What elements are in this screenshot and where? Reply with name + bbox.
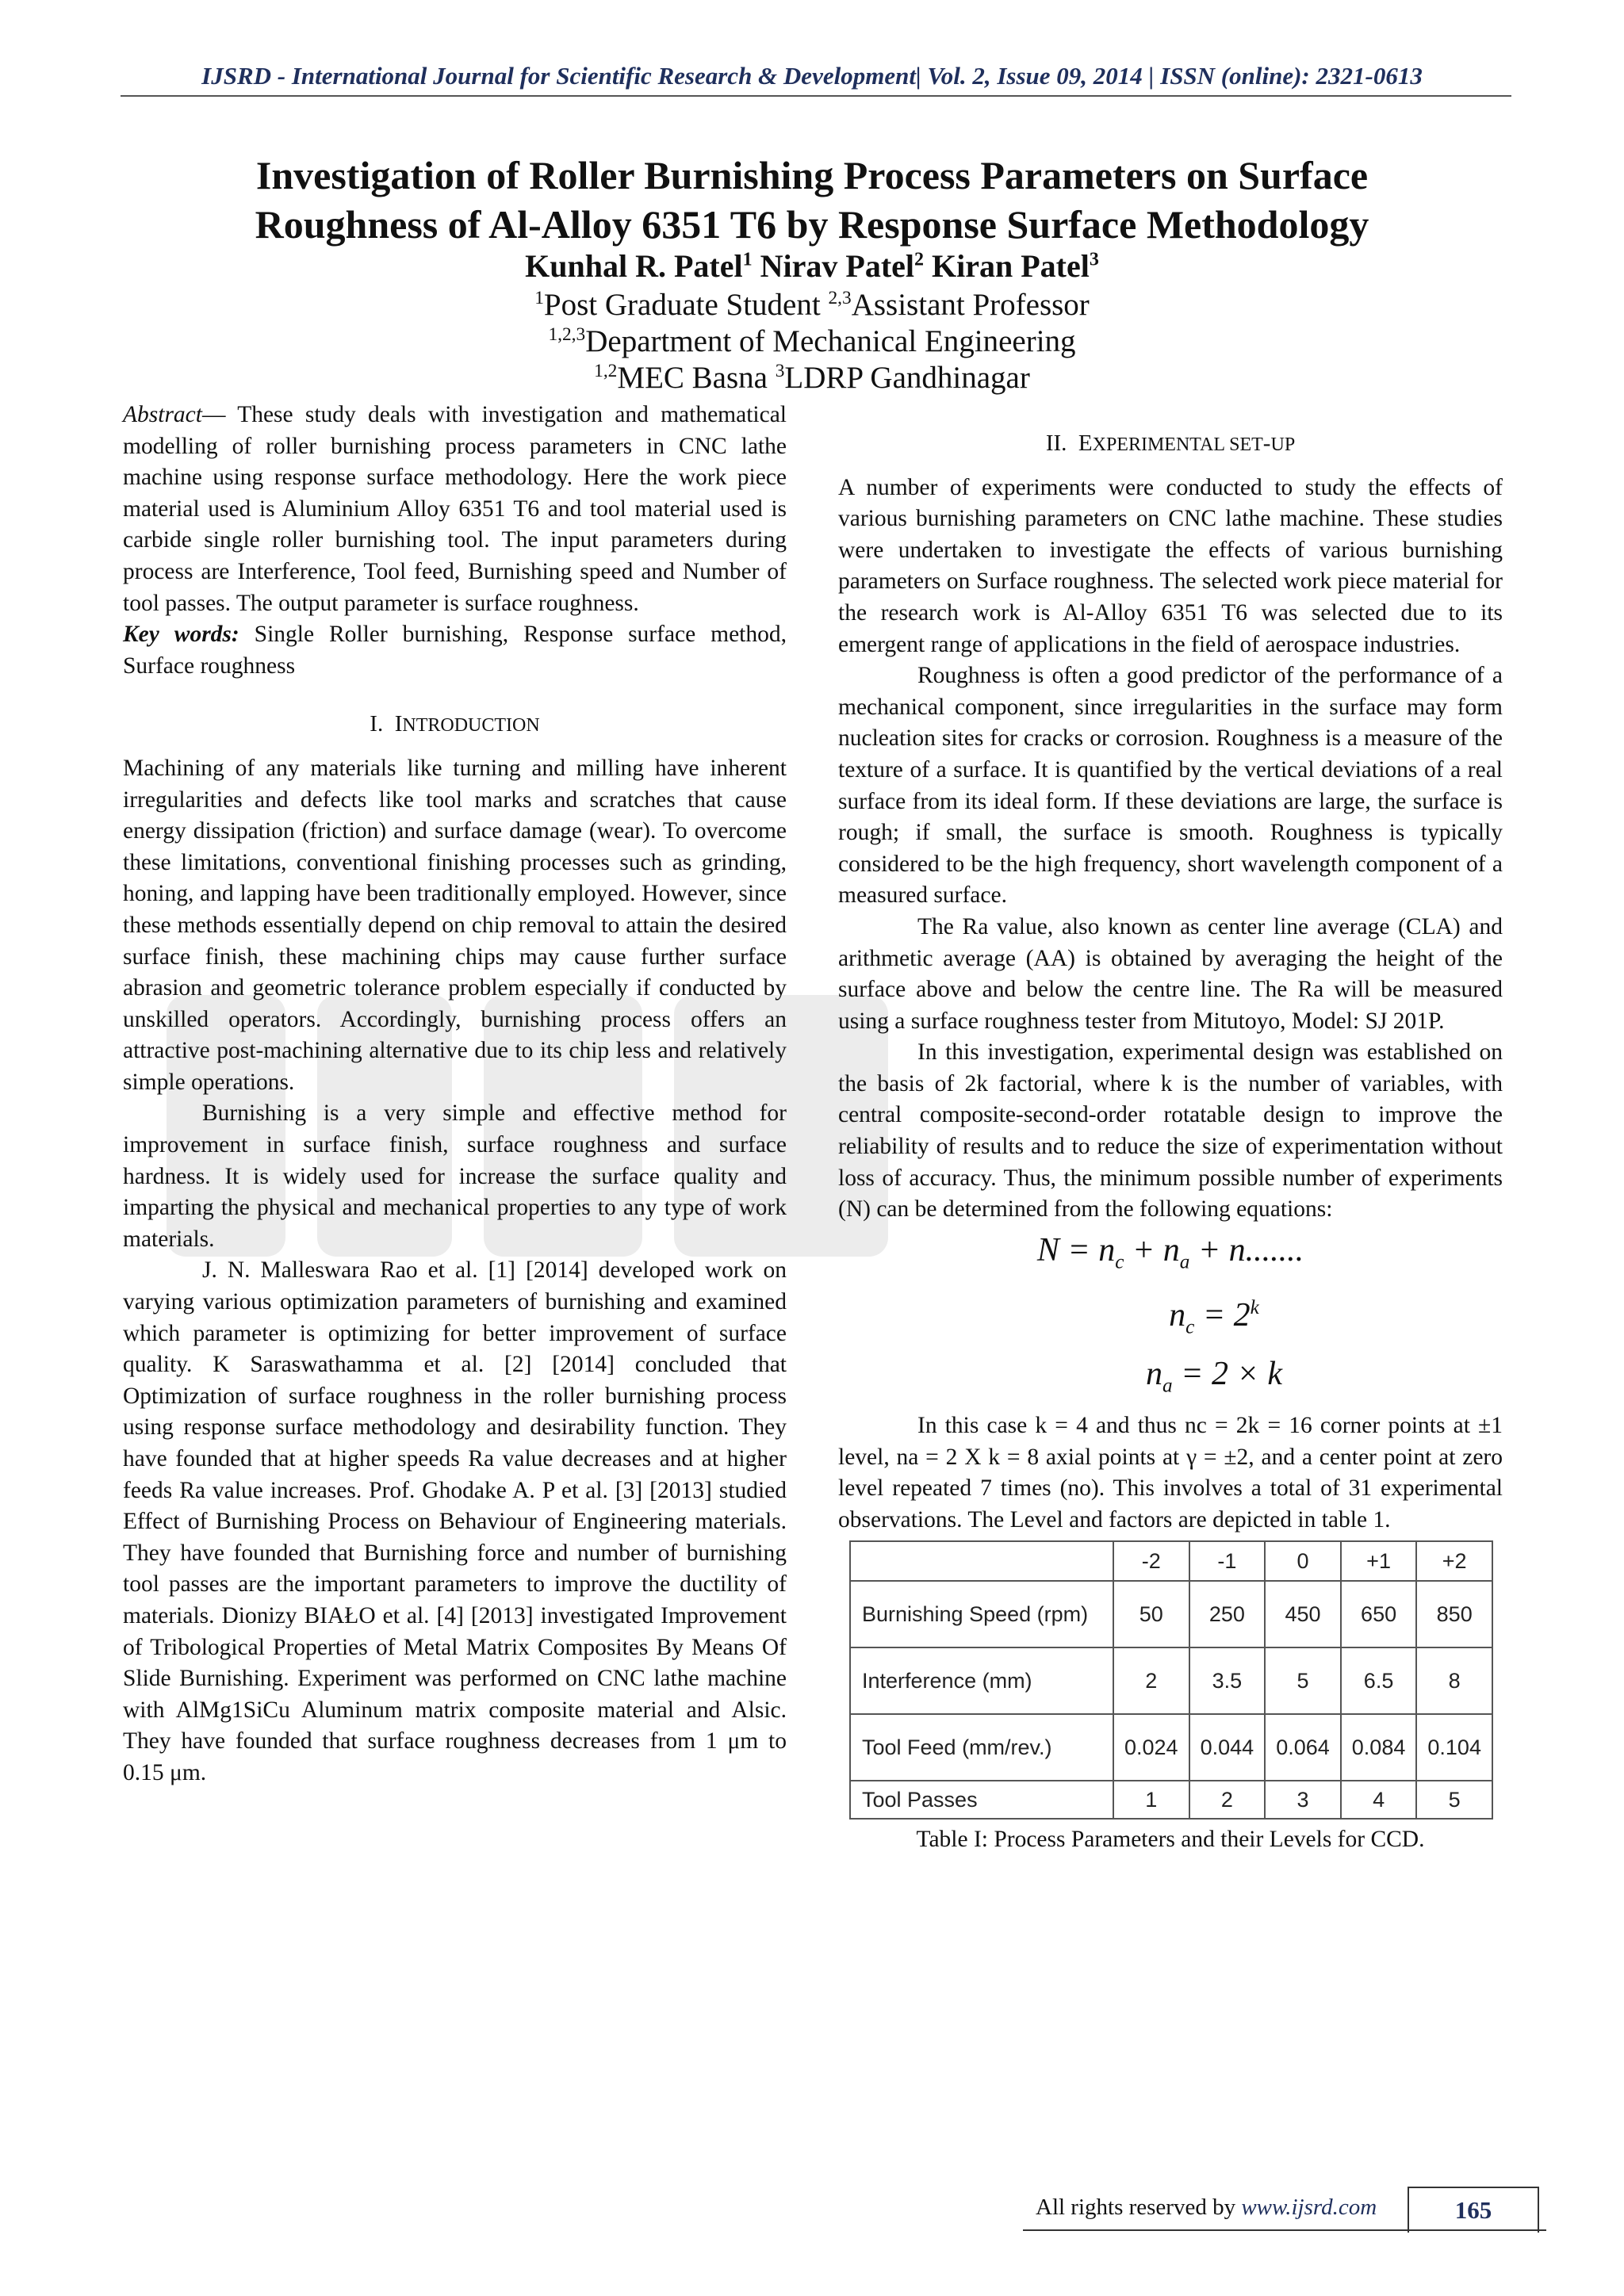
section-title-rest-2: P xyxy=(1284,434,1296,455)
section-title-initial: E xyxy=(1078,430,1093,456)
section-title-initial-2: U xyxy=(1270,434,1285,455)
table-row-label: Tool Passes xyxy=(850,1781,1113,1819)
table-cell: 0.024 xyxy=(1113,1714,1189,1781)
table-cell: 3 xyxy=(1265,1781,1341,1819)
section-number: I. xyxy=(370,711,384,737)
equation-total-experiments xyxy=(838,1229,1503,1284)
table-cell: 50 xyxy=(1113,1581,1189,1647)
author-3-affiliation: 3 xyxy=(1089,249,1099,270)
journal-header: IJSRD - International Journal for Scientific Research & Development| Vol. 2, Issue 09, 2014 | ISSN (online): 2321-0613 xyxy=(201,62,1423,90)
eq-operator: = 2 xyxy=(1194,1297,1251,1334)
table-cell: 5 xyxy=(1416,1781,1492,1819)
table-cell: 850 xyxy=(1416,1581,1492,1647)
table-row xyxy=(850,1581,1492,1647)
equation-axial-points xyxy=(838,1353,1503,1407)
table-row-label: Interference (mm) xyxy=(850,1647,1113,1714)
left-column xyxy=(123,400,787,1789)
abstract-text: These study deals with investigation and mathematical modelling of roller burnishing process parameters in CNC lathe machine using response surface methodology. Here the work piece material used is Aluminium Alloy 6351 T6 and tool material used is carbide single roller burnishing tool. The input parameters during process are Interference, Tool feed, Burnishing speed and Number of tool passes. The output parameter is surface roughness. xyxy=(123,402,787,616)
table-header-cell: +2 xyxy=(1416,1541,1492,1581)
setup-paragraph-4: In this investigation, experimental design was established on the basis of 2k factorial, where k is the number of variables, with central composite-second-order rotatable design to improve the reliability of results and to reduce the size of experimentation without loss of accuracy. Thus, the minimum possible number of experiments (N) can be determined from the following equations: xyxy=(838,1039,1503,1223)
affiliation-marker: 2,3 xyxy=(828,288,852,308)
table-cell: 5 xyxy=(1265,1647,1341,1714)
intro-paragraph-3: J. N. Malleswara Rao et al. [1] [2014] developed work on varying various optimization parameters of burnishing and examined which parameter is optimizing for better improvement of surface quality. K Saraswathamma et al. [2] [2014] concluded that Optimization of surface roughness in the roller burnishing process using response surface methodology and desirability function. They have founded that at higher speeds Ra value decreases and at higher feeds Ra value increases. Prof. Ghodake A. P et al. [3] [2013] studied Effect of Burnishing Process on Behaviour of Engineering materials. They have founded that Burnishing force and number of burnishing tool passes are the important parameters to improve the ductility of materials. Dionizy BIAŁO et al. [4] [2013] investigated Improvement of Tribological Properties of Metal Matrix Composites By Means Of Slide Burnishing. Experiment was performed on CNC lathe machine with AlMg1SiCu Aluminum matrix composite material and Alsic. They have founded that surface roughness decreases from 1 μm to 0.15 μm. xyxy=(123,1257,787,1785)
table-cell: 650 xyxy=(1341,1581,1417,1647)
affiliation-text: LDRP Gandhinagar xyxy=(784,361,1030,395)
keywords-label: Key words: xyxy=(123,622,239,648)
table-cell: 250 xyxy=(1189,1581,1266,1647)
eq-symbol: n xyxy=(1228,1231,1246,1269)
intro-paragraph-2: Burnishing is a very simple and effective method for improvement in surface finish, surface roughness and surface hardness. It is widely used for increase the surface quality and imparting the physical and mechanical properties to any type of work materials. xyxy=(123,1100,787,1252)
affiliation-marker: 1,2 xyxy=(594,361,618,381)
table-cell: 0.084 xyxy=(1341,1714,1417,1781)
affiliation-line-3 xyxy=(119,360,1505,396)
table-cell: 2 xyxy=(1189,1781,1266,1819)
eq-symbol: N xyxy=(1036,1231,1059,1269)
footer-rule xyxy=(1023,2229,1546,2231)
author-1: Kunhal R. Patel xyxy=(525,248,743,284)
table-caption: Table I: Process Parameters and their Levels for CCD. xyxy=(916,1827,1425,1853)
table-header-cell: +1 xyxy=(1341,1541,1417,1581)
setup-paragraph-3: The Ra value, also known as center line average (CLA) and arithmetic average (AA) is obtained by averaging the height of the surface above and below the centre line. The Ra will be measured using a surface roughness tester from Mitutoyo, Model: SJ 201P. xyxy=(838,913,1503,1034)
table-row-label: Burnishing Speed (rpm) xyxy=(850,1581,1113,1647)
table-cell: 0.104 xyxy=(1416,1714,1492,1781)
section-title-initial: I xyxy=(394,711,403,737)
affiliation-text: MEC Basna xyxy=(617,361,776,395)
footer-site-link[interactable]: www.ijsrd.com xyxy=(1241,2195,1377,2220)
table-cell: 450 xyxy=(1265,1581,1341,1647)
section-number: II. xyxy=(1045,430,1067,456)
author-2-affiliation: 2 xyxy=(914,249,924,270)
affiliation-marker: 1 xyxy=(534,288,544,308)
table-header-row xyxy=(850,1541,1492,1581)
section-heading-experimental-setup xyxy=(838,428,1503,461)
intro-paragraph-1: Machining of any materials like turning and milling have inherent irregularities and defects like tool marks and scratches that cause energy dissipation (friction) and surface damage (wear). To overcome these limitations, conventional finishing processes such as grinding, honing, and lapping have been traditionally employed. However, since these methods essentially depend on chip removal to attain the desired surface finish, these machining chips may cause further surface abrasion and geometric tolerance problem especially if conducted by unskilled operators. Accordingly, burnishing process offers an attractive post-machining alternative due to its chip less and relatively simple operations. xyxy=(123,755,787,1095)
section-title-rest: NTRODUCTION xyxy=(402,715,540,737)
equation-corner-points xyxy=(838,1287,1503,1349)
table-cell: 0.044 xyxy=(1189,1714,1266,1781)
author-list xyxy=(119,247,1505,285)
eq-superscript: k xyxy=(1250,1297,1259,1319)
affiliation-line-1 xyxy=(119,287,1505,323)
table-row xyxy=(850,1647,1492,1714)
eq-operator: + xyxy=(1189,1231,1229,1269)
eq-dots: ....... xyxy=(1245,1231,1304,1269)
eq-symbol: n xyxy=(1169,1297,1186,1334)
eq-symbol: k xyxy=(1267,1355,1282,1392)
footer-rights-text: All rights reserved by xyxy=(1036,2195,1242,2220)
abstract-label: Abstract xyxy=(123,402,202,427)
eq-symbol: n xyxy=(1162,1231,1180,1269)
affiliation-line-2 xyxy=(119,323,1505,359)
table-cell: 4 xyxy=(1341,1781,1417,1819)
author-3: Kiran Patel xyxy=(924,248,1090,284)
eq-operator: = 2 × xyxy=(1172,1355,1268,1392)
section-title-dash: - xyxy=(1262,430,1271,456)
eq-operator: = xyxy=(1059,1231,1099,1269)
eq-subscript: a xyxy=(1162,1375,1173,1397)
table-row-label: Tool Feed (mm/rev.) xyxy=(850,1714,1113,1781)
table-cell: 8 xyxy=(1416,1647,1492,1714)
title-line-1: Investigation of Roller Burnishing Process Parameters on Surface xyxy=(255,153,1369,197)
eq-subscript: a xyxy=(1179,1251,1190,1273)
section-title-rest: XPERIMENTAL SET xyxy=(1092,434,1263,455)
eq-subscript: c xyxy=(1115,1251,1124,1273)
table-header-cell: -2 xyxy=(1113,1541,1189,1581)
process-parameters-table xyxy=(849,1540,1493,1820)
keywords-text: Single Roller burnishing, Response surface method, Surface roughness xyxy=(123,622,787,679)
header-rule xyxy=(121,95,1511,97)
paper-title xyxy=(119,151,1505,249)
affiliation-text: Assistant Professor xyxy=(851,288,1090,322)
abstract-dash: — xyxy=(201,402,238,427)
section-heading-introduction xyxy=(123,709,787,742)
eq-symbol: n xyxy=(1146,1355,1163,1392)
author-2: Nirav Patel xyxy=(752,248,914,284)
table-cell: 3.5 xyxy=(1189,1647,1266,1714)
affiliation-marker: 3 xyxy=(775,361,785,381)
eq-subscript: c xyxy=(1185,1316,1195,1338)
author-1-affiliation: 1 xyxy=(742,249,753,270)
table-row xyxy=(850,1714,1492,1781)
affiliation-text: Department of Mechanical Engineering xyxy=(585,324,1076,358)
table-row xyxy=(850,1781,1492,1819)
table-header-cell: -1 xyxy=(1189,1541,1266,1581)
table-cell: 6.5 xyxy=(1341,1647,1417,1714)
table-cell: 0.064 xyxy=(1265,1714,1341,1781)
table-header-cell: 0 xyxy=(1265,1541,1341,1581)
table-cell: 2 xyxy=(1113,1647,1189,1714)
title-line-2: Roughness of Al-Alloy 6351 T6 by Response Surface Methodology xyxy=(255,202,1369,247)
abstract xyxy=(123,400,787,619)
keywords xyxy=(123,619,787,682)
eq-symbol: n xyxy=(1098,1231,1116,1269)
setup-paragraph-2: Roughness is often a good predictor of the performance of a mechanical component, since irregularities in the surface may form nucleation sites for cracks or corrosion. Roughness is a measure of the texture of a surface. It is quantified by the vertical deviations of a real surface from its ideal form. If these deviations are large, the surface is rough; if small, the surface is smooth. Roughness is typically considered to be the high frequency, short wavelength component of a measured surface. xyxy=(838,663,1503,909)
page-number: 165 xyxy=(1408,2187,1539,2233)
table-corner-cell xyxy=(850,1541,1113,1581)
right-column xyxy=(838,428,1503,1856)
footer-rights xyxy=(1036,2195,1377,2221)
setup-paragraph-5: In this case k = 4 and thus nc = 2k = 16 corner points at ±1 level, na = 2 X k = 8 axial points at γ = ±2, and a center point at zero level repeated 7 times (no). This involves a total of 31 experimental observations. The Level and factors are depicted in table 1. xyxy=(838,1413,1503,1533)
affiliation-text: Post Graduate Student xyxy=(543,288,829,322)
setup-paragraph-1: A number of experiments were conducted to study the effects of various burnishing parameters on CNC lathe machine. These studies were undertaken to investigate the effects of various burnishing parameters on Surface roughness. The selected work piece material for the research work is Al-Alloy 6351 T6 was selected due to its emergent range of applications in the field of aerospace industries. xyxy=(838,474,1503,657)
eq-operator: + xyxy=(1124,1231,1163,1269)
affiliation-marker: 1,2,3 xyxy=(548,324,586,345)
table-cell: 1 xyxy=(1113,1781,1189,1819)
